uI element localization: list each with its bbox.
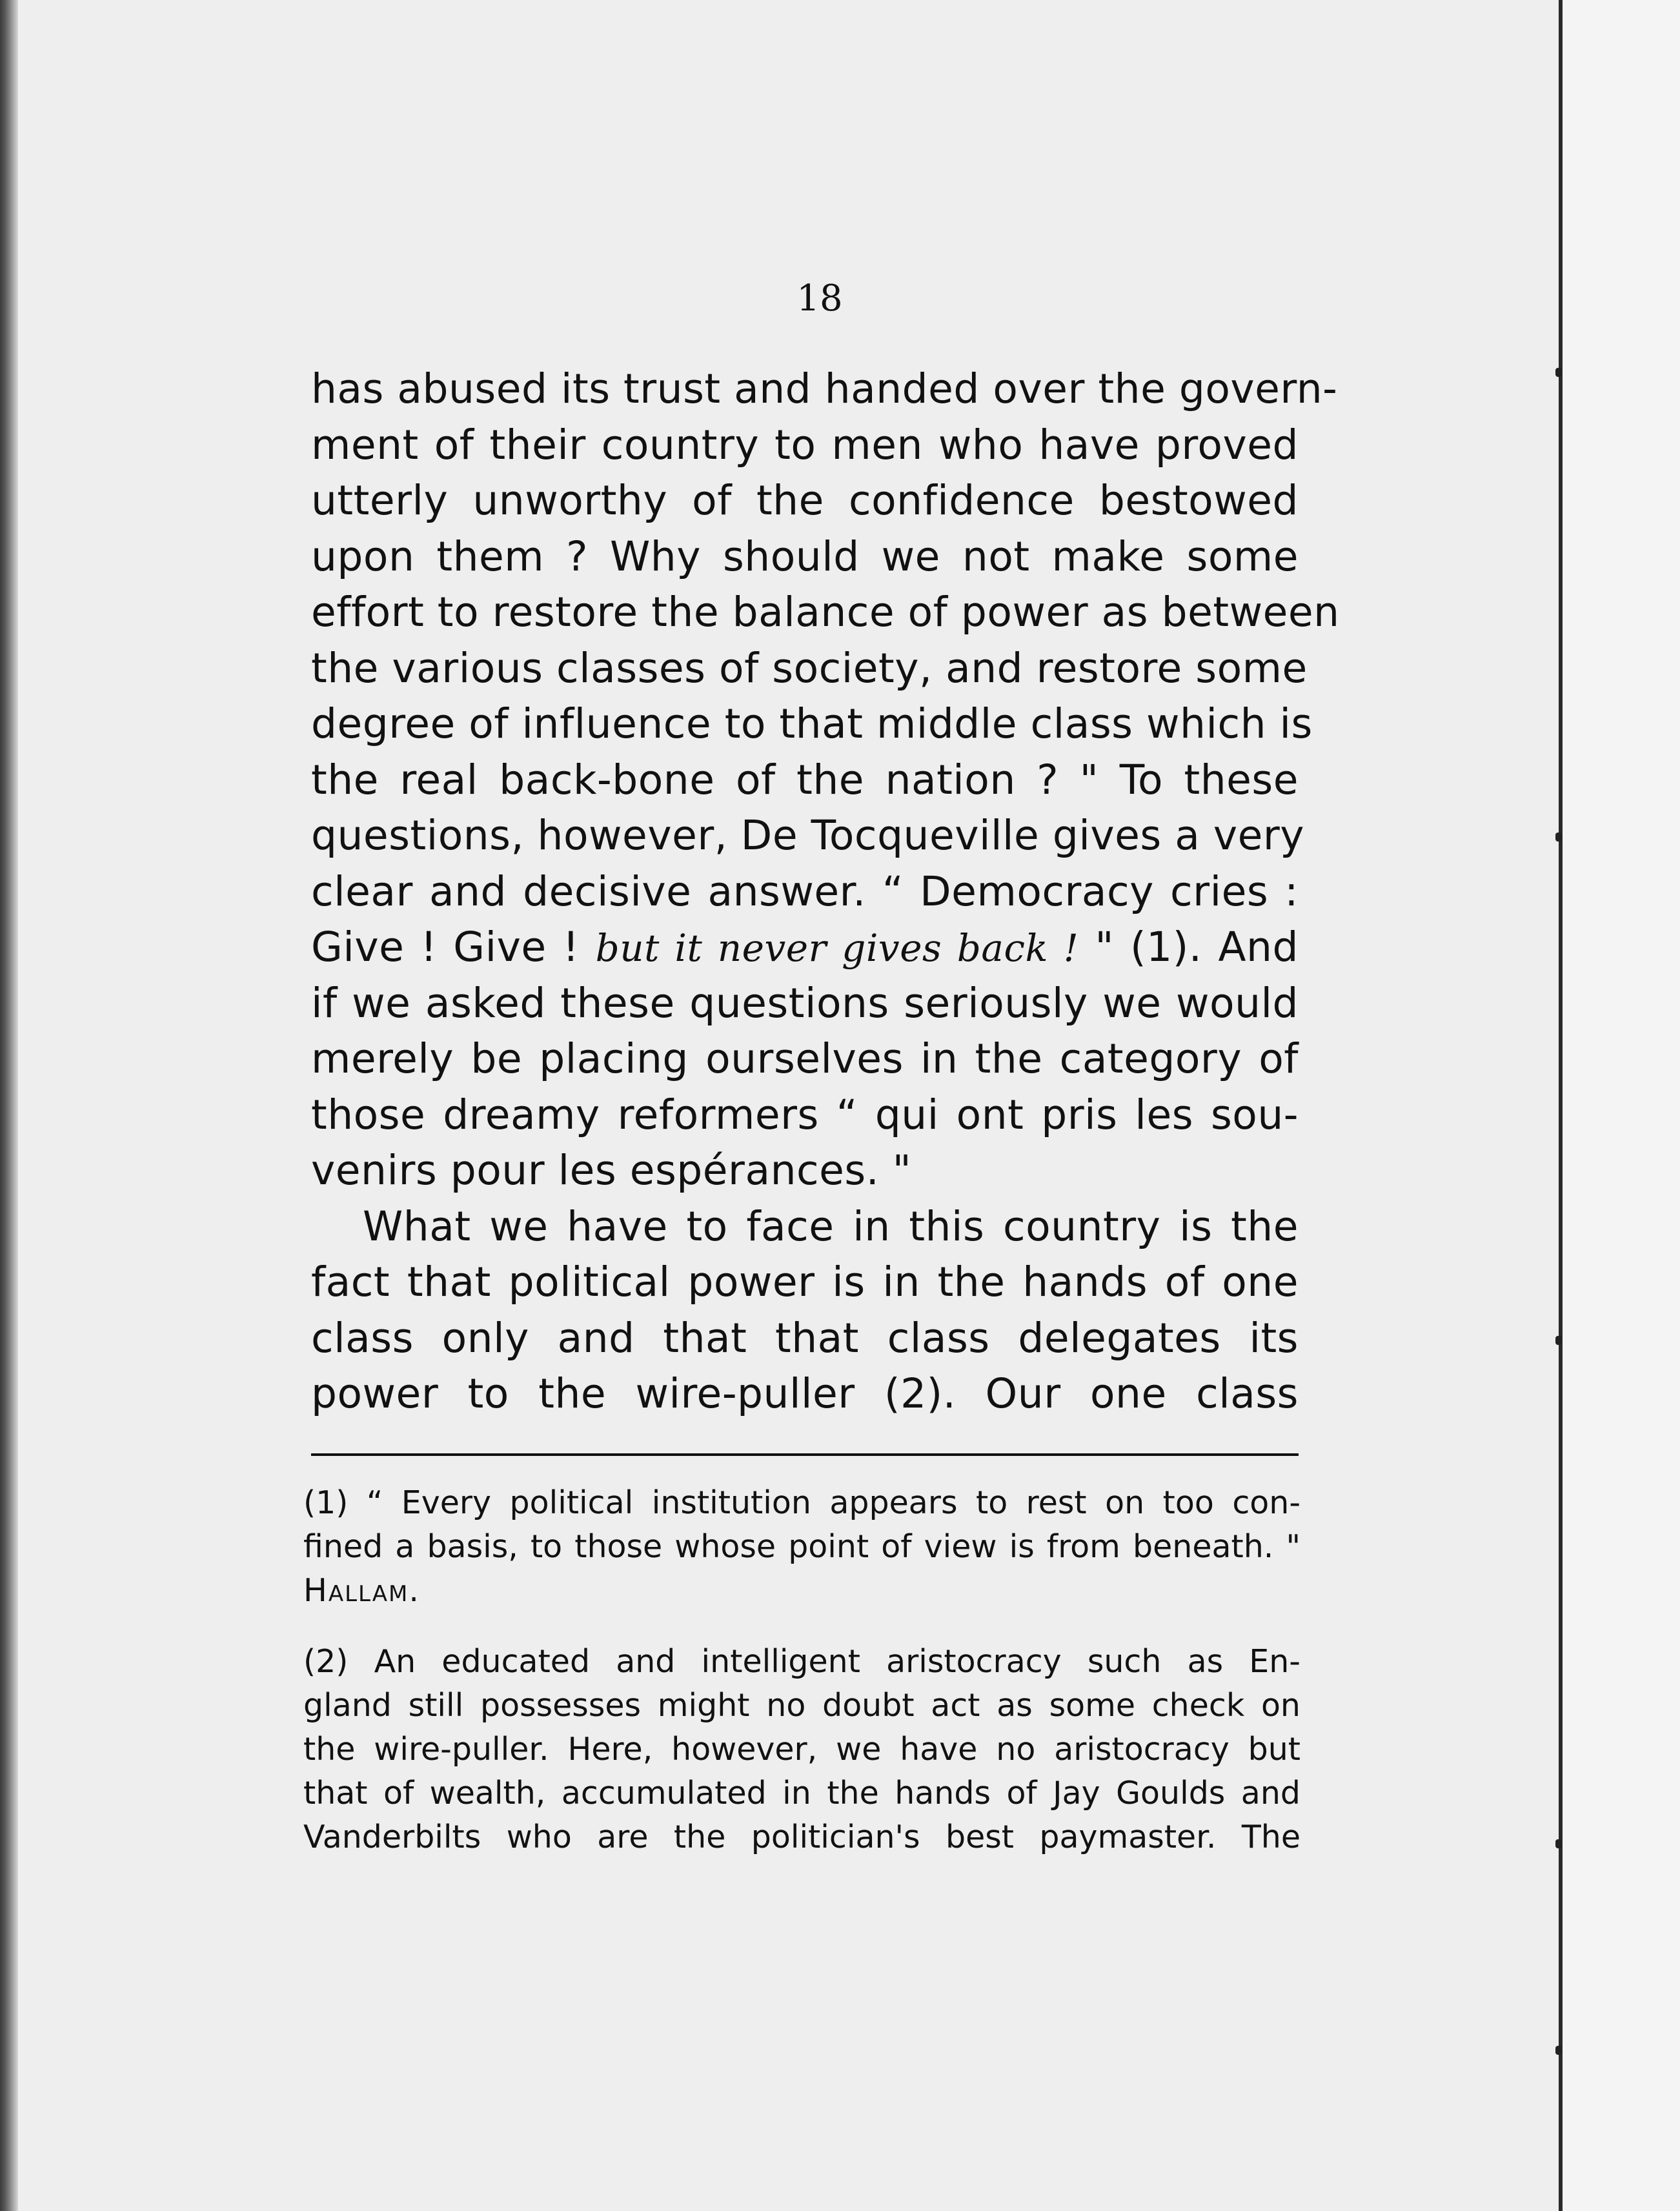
margin-mark <box>1555 1336 1562 1345</box>
binding-edge <box>0 0 18 2211</box>
footnote-2-line: Vanderbilts who are the politician's best paymaster. The <box>303 1819 1300 1855</box>
text-line-quote <box>311 920 1299 976</box>
text-line: those dreamy reformers “ qui ont pris les sou- <box>311 1091 1299 1138</box>
text-line: the various classes of society, and restore some <box>311 644 1308 692</box>
footnote-1-line: (1) “ Every political institution appears to rest on too con- <box>303 1484 1300 1521</box>
footnote-divider <box>311 1453 1299 1456</box>
footnote-2-line: the wire-puller. Here, however, we have no aristocracy but <box>303 1731 1300 1768</box>
right-margin <box>1563 0 1680 2211</box>
text-line: merely be placing ourselves in the category of <box>311 1035 1299 1082</box>
footnotes <box>303 1481 1300 1859</box>
text-line: degree of influence to that middle class which is <box>311 700 1313 747</box>
text-line: fact that political power is in the hands of one <box>311 1258 1299 1306</box>
text-line: effort to restore the balance of power as between <box>311 589 1340 636</box>
footnote-1-author: Hallam. <box>303 1572 420 1609</box>
margin-mark <box>1555 1839 1562 1848</box>
footnote-1-line: fined a basis, to those whose point of view is from beneath. " <box>303 1528 1300 1565</box>
footnote-2-line: that of wealth, accumulated in the hands of Jay Goulds and <box>303 1775 1300 1812</box>
margin-mark <box>1555 368 1562 377</box>
page-number: 18 <box>796 278 843 319</box>
text-line: utterly unworthy of the confidence bestowed <box>311 477 1299 524</box>
text-line: the real back-bone of the nation ? " To these <box>311 756 1299 803</box>
footnote-2-line: gland still possesses might no doubt act as some check on <box>303 1687 1300 1724</box>
text-line: class only and that that class delegates its <box>311 1314 1299 1362</box>
paragraph-start: What we have to face in this country is the <box>363 1202 1299 1250</box>
text-line: clear and decisive answer. “ Democracy cries : <box>311 867 1299 915</box>
quote-tail: " (1). And <box>1078 924 1299 971</box>
text-line: questions, however, De Tocqueville gives a very <box>311 812 1305 859</box>
margin-mark <box>1555 2046 1562 2055</box>
footnote-2-line: (2) An educated and intelligent aristocracy such as En- <box>303 1643 1300 1680</box>
text-line: venirs pour les espérances. " <box>311 1147 912 1194</box>
text-line: has abused its trust and handed over the govern- <box>311 365 1338 412</box>
text-line: if we asked these questions seriously we would <box>311 979 1299 1027</box>
quote-italic: but it never gives back ! <box>595 926 1079 970</box>
text-line: ment of their country to men who have proved <box>311 421 1299 469</box>
text-line: power to the wire-puller (2). Our one class <box>311 1370 1299 1417</box>
body-text <box>311 361 1340 1422</box>
text-line: upon them ? Why should we not make some <box>311 532 1299 580</box>
quote-lead: Give ! Give ! <box>311 924 596 971</box>
margin-mark <box>1555 833 1562 842</box>
page-edge <box>1559 0 1563 2211</box>
